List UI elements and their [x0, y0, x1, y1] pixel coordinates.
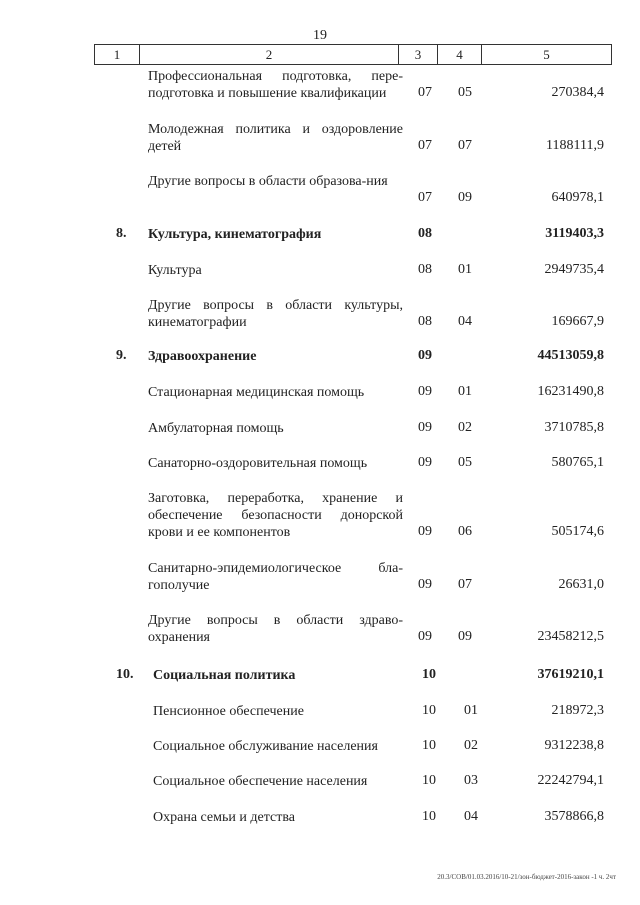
- row-name: Стационарная медицинская помощь: [148, 385, 365, 400]
- row-name: Санитарно-эпидемиологическое бла-гополучие: [148, 561, 403, 593]
- row-name: Санаторно-оздоровительная помощь: [148, 456, 368, 471]
- row-subsection-code: 05: [458, 85, 472, 100]
- row-subsection-code: 01: [458, 384, 472, 399]
- page-number: 19: [313, 28, 327, 43]
- column-header-4: 4: [438, 45, 482, 65]
- row-amount: 580765,1: [551, 455, 604, 470]
- row-amount: 640978,1: [551, 190, 604, 205]
- row-subsection-code: 09: [458, 629, 472, 644]
- row-subsection-code: 07: [458, 138, 472, 153]
- column-header-2: 2: [140, 45, 399, 65]
- column-header-3: 3: [399, 45, 438, 65]
- row-section-code: 10: [422, 773, 436, 788]
- row-name: Другие вопросы в области культуры, кинематографии: [148, 298, 403, 330]
- row-subsection-code: 06: [458, 524, 472, 539]
- row-amount: 44513059,8: [537, 348, 604, 363]
- row-subsection-code: 09: [458, 190, 472, 205]
- row-section-code: 07: [418, 85, 432, 100]
- row-section-code: 10: [422, 703, 436, 718]
- row-name: Здравоохранение: [148, 349, 257, 364]
- row-name: Охрана семьи и детства: [153, 810, 295, 825]
- column-header-5: 5: [482, 45, 612, 65]
- row-amount: 3119403,3: [545, 226, 604, 241]
- row-section-code: 09: [418, 420, 432, 435]
- row-name: Амбулаторная помощь: [148, 421, 284, 436]
- row-subsection-code: 04: [458, 314, 472, 329]
- row-subsection-code: 02: [464, 738, 478, 753]
- row-section-code: 08: [418, 262, 432, 277]
- row-number: 10.: [116, 667, 134, 682]
- column-header-row: [94, 44, 612, 65]
- row-subsection-code: 07: [458, 577, 472, 592]
- row-amount: 1188111,9: [546, 138, 604, 153]
- row-section-code: 10: [422, 809, 436, 824]
- row-section-code: 09: [418, 577, 432, 592]
- row-name: Культура: [148, 263, 202, 278]
- row-name: Другие вопросы в области здраво-охранения: [148, 613, 403, 645]
- row-section-code: 08: [418, 226, 432, 241]
- row-subsection-code: 01: [464, 703, 478, 718]
- row-name: Пенсионное обеспечение: [153, 704, 304, 719]
- row-subsection-code: 04: [464, 809, 478, 824]
- row-section-code: 08: [418, 314, 432, 329]
- row-section-code: 09: [418, 629, 432, 644]
- row-section-code: 07: [418, 190, 432, 205]
- row-amount: 218972,3: [551, 703, 604, 718]
- row-name: Заготовка, переработка, хранение и обеспечение безопасности донорской крови и ее компонентов: [148, 491, 403, 540]
- row-amount: 2949735,4: [544, 262, 604, 277]
- row-subsection-code: 02: [458, 420, 472, 435]
- row-amount: 270384,4: [551, 85, 604, 100]
- row-amount: 16231490,8: [537, 384, 604, 399]
- row-number: 8.: [116, 226, 127, 241]
- row-amount: 3710785,8: [544, 420, 604, 435]
- row-amount: 23458212,5: [537, 629, 604, 644]
- row-subsection-code: 05: [458, 455, 472, 470]
- row-name: Профессиональная подготовка, пере-подготовка и повышение квалификации: [148, 69, 403, 101]
- row-amount: 505174,6: [551, 524, 604, 539]
- row-section-code: 10: [422, 738, 436, 753]
- row-section-code: 09: [418, 348, 432, 363]
- row-amount: 37619210,1: [537, 667, 604, 682]
- row-name: Другие вопросы в области образова-ния: [148, 174, 388, 189]
- row-subsection-code: 03: [464, 773, 478, 788]
- row-name: Социальное обслуживание населения: [153, 739, 378, 754]
- row-amount: 26631,0: [558, 577, 604, 592]
- row-section-code: 09: [418, 384, 432, 399]
- row-amount: 3578866,8: [544, 809, 604, 824]
- row-amount: 169667,9: [551, 314, 604, 329]
- row-amount: 9312238,8: [544, 738, 604, 753]
- row-subsection-code: 01: [458, 262, 472, 277]
- row-amount: 22242794,1: [537, 773, 604, 788]
- row-name: Молодежная политика и оздоровление детей: [148, 122, 403, 154]
- row-section-code: 09: [418, 455, 432, 470]
- row-section-code: 10: [422, 667, 436, 682]
- column-header-1: 1: [95, 45, 140, 65]
- row-name: Культура, кинематография: [148, 227, 322, 242]
- row-number: 9.: [116, 348, 127, 363]
- footer-doc-id: 20.3/СОВ/01.03.2016/10-21/зон-бюджет-2016-закон -1 ч. 2чт: [437, 873, 616, 881]
- row-section-code: 09: [418, 524, 432, 539]
- row-name: Социальная политика: [153, 668, 296, 683]
- row-section-code: 07: [418, 138, 432, 153]
- row-name: Социальное обеспечение населения: [153, 774, 368, 789]
